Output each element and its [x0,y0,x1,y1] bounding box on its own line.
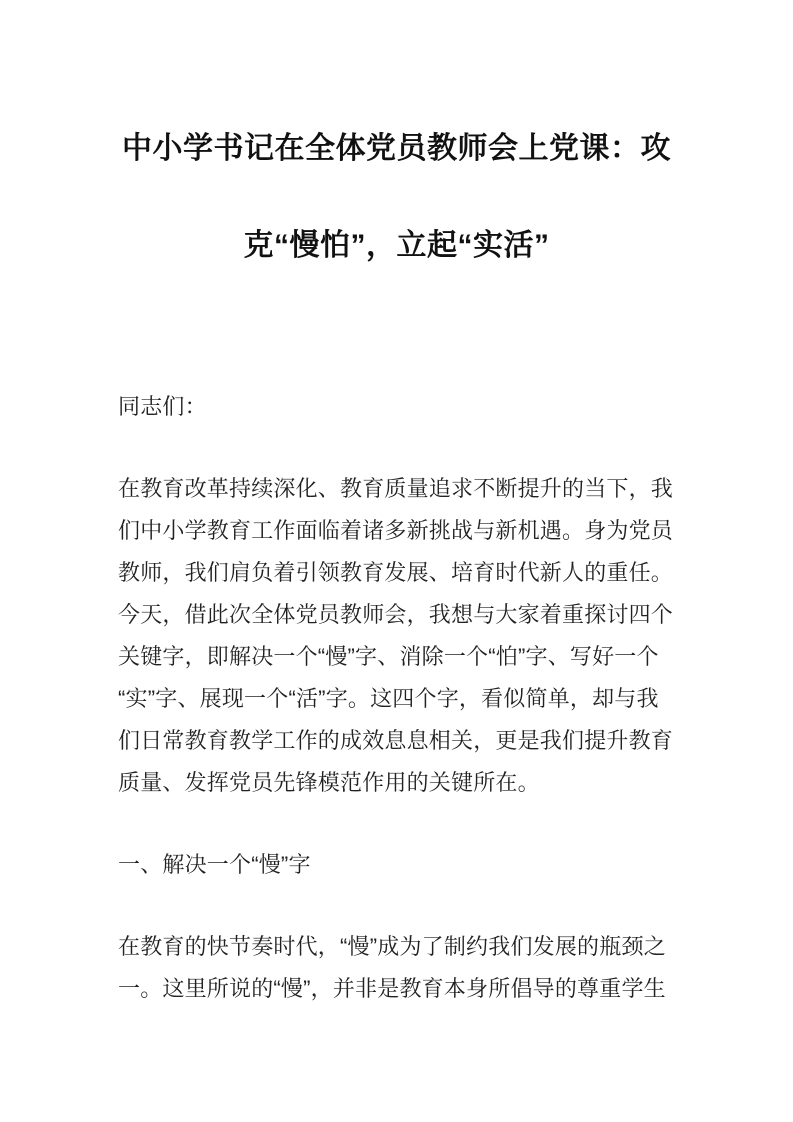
body-paragraph-2: 在教育的快节奏时代，“慢”成为了制约我们发展的瓶颈之 一。这里所说的“慢”，并非是教育本身所倡导的尊重学生 [118,934,666,1001]
document-title: 中小学书记在全体党员教师会上党课：攻 克“慢怕”，立起“实活” [122,132,671,262]
section-heading-1: 一、解决一个“慢”字 [118,852,311,877]
salutation: 同志们： [118,394,207,419]
body-paragraph-1: 在教育改革持续深化、教育质量追求不断提升的当下，我 们中小学教育工作面临着诸多新挑战与新机遇。身为党员 教师，我们肩负着引领教育发展、培育时代新人的重任。 今天，借此次全体党员教师会，我想与大家着重探讨四个 关键字，即解决一个“慢”字、消除一个“怕”字、写好一个 “实”字、展现一个“活”字。这四个字，看似简单，却与我 们日常教育教学工作的成效息息相关，更是我们提升教育 质量、发挥党员先锋模范作用的关键所在。 [118,476,674,795]
